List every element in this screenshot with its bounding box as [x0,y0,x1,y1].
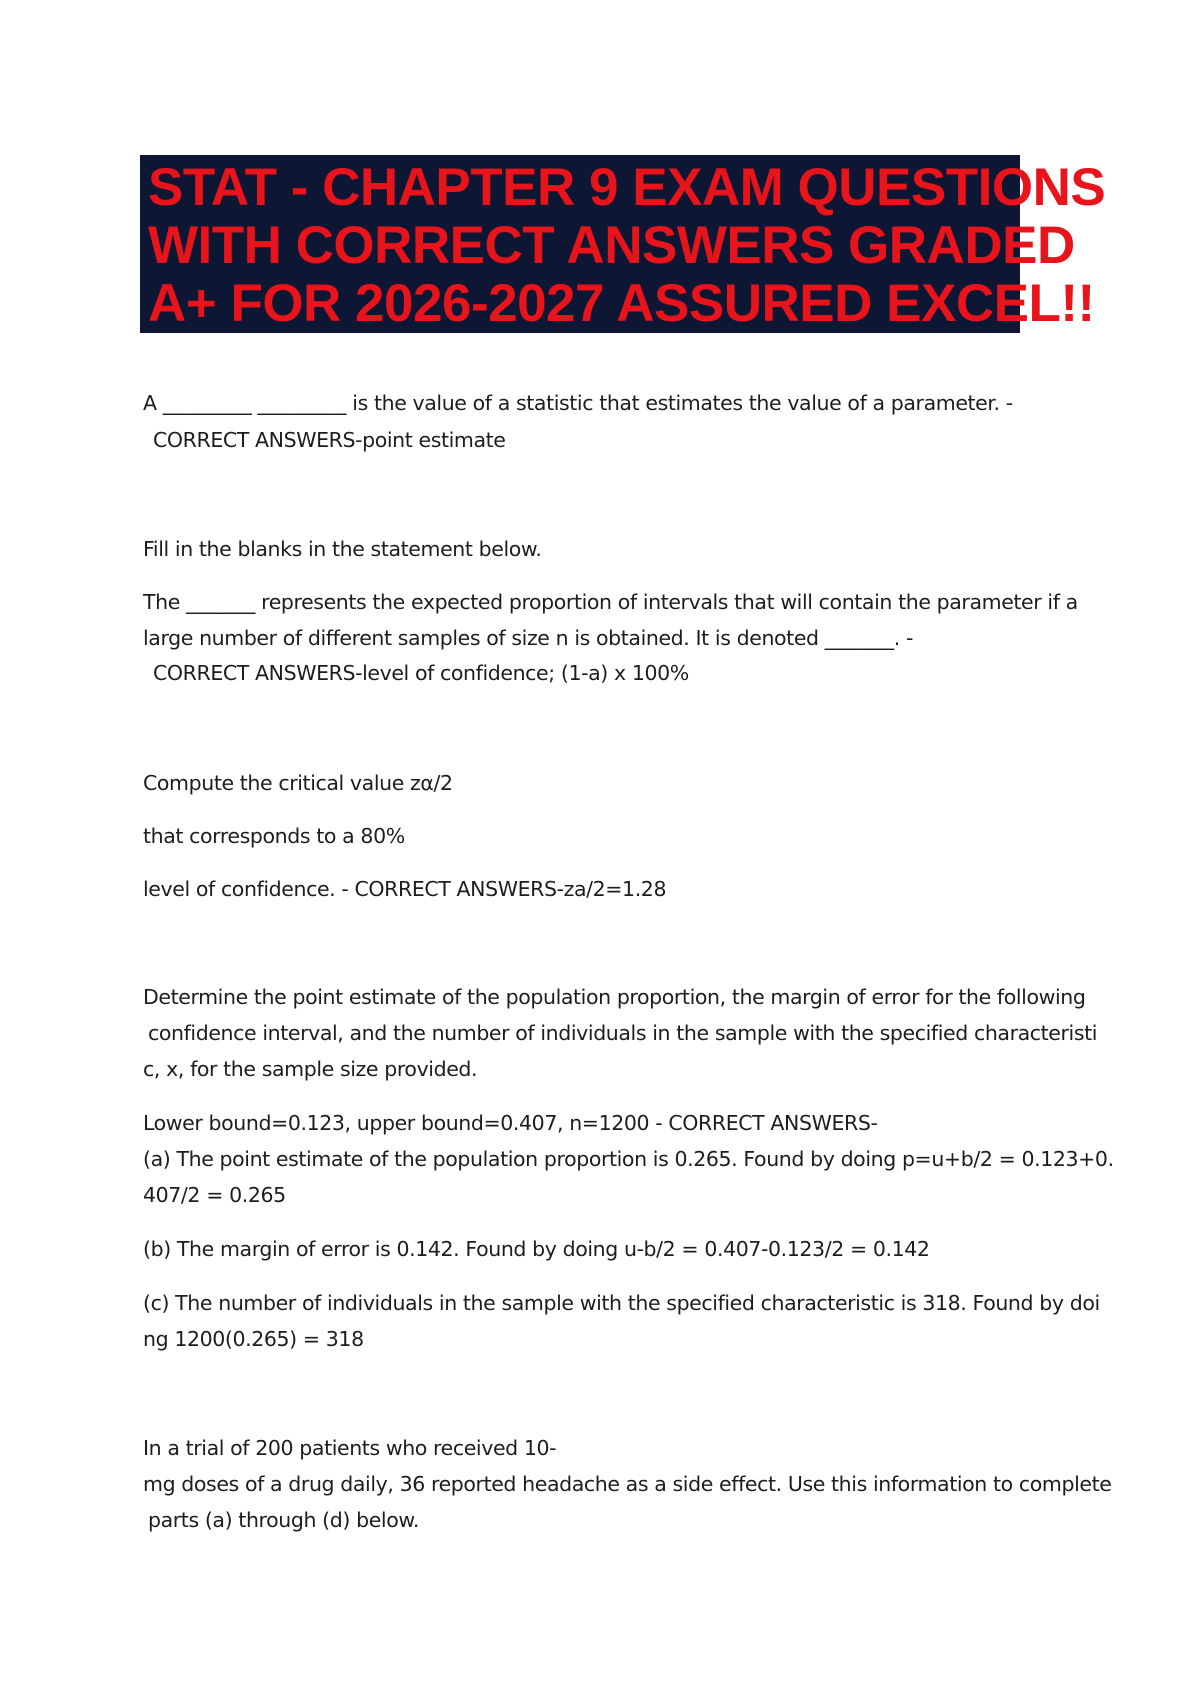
question-text: The _______ represents the expected proportion of intervals that will contain the parameter if a [143,590,1078,614]
question-text: Compute the critical value zα/2 [143,771,453,795]
question-text: mg doses of a drug daily, 36 reported headache as a side effect. Use this information to complete [143,1472,1112,1496]
answer-text: (a) The point estimate of the population proportion is 0.265. Found by doing p=u+b/2 = 0.123+0. [143,1147,1114,1171]
answer-text: ng 1200(0.265) = 318 [143,1327,364,1351]
question-text: large number of different samples of size n is obtained. It is denoted _______. - [143,626,913,650]
question-text: c, x, for the sample size provided. [143,1057,478,1081]
answer-text: CORRECT ANSWERS-level of confidence; (1-a) x 100% [153,661,689,685]
question-text: confidence interval, and the number of individuals in the sample with the specified characteristi [148,1021,1098,1045]
title-line: STAT - CHAPTER 9 EXAM QUESTIONS [148,158,1106,217]
title-line: A+ FOR 2026-2027 ASSURED EXCEL!! [148,274,1095,333]
answer-text: CORRECT ANSWERS-point estimate [153,428,506,452]
question-text: Lower bound=0.123, upper bound=0.407, n=1200 - CORRECT ANSWERS- [143,1111,878,1135]
question-text: In a trial of 200 patients who received 10- [143,1436,557,1460]
title-banner [140,155,1106,333]
title-line: WITH CORRECT ANSWERS GRADED [148,216,1075,275]
answer-text: (c) The number of individuals in the sample with the specified characteristic is 318. Found by doi [143,1291,1100,1315]
answer-text: 407/2 = 0.265 [143,1183,286,1207]
question-text: A _________ _________ is the value of a statistic that estimates the value of a parameter. - [143,391,1013,415]
question-intro: Fill in the blanks in the statement below. [143,537,542,561]
question-text: level of confidence. - CORRECT ANSWERS-za/2=1.28 [143,877,667,901]
question-text: that corresponds to a 80% [143,824,405,848]
answer-text: (b) The margin of error is 0.142. Found by doing u-b/2 = 0.407-0.123/2 = 0.142 [143,1237,930,1261]
question-text: parts (a) through (d) below. [148,1508,419,1532]
question-text: Determine the point estimate of the population proportion, the margin of error for the following [143,985,1086,1009]
